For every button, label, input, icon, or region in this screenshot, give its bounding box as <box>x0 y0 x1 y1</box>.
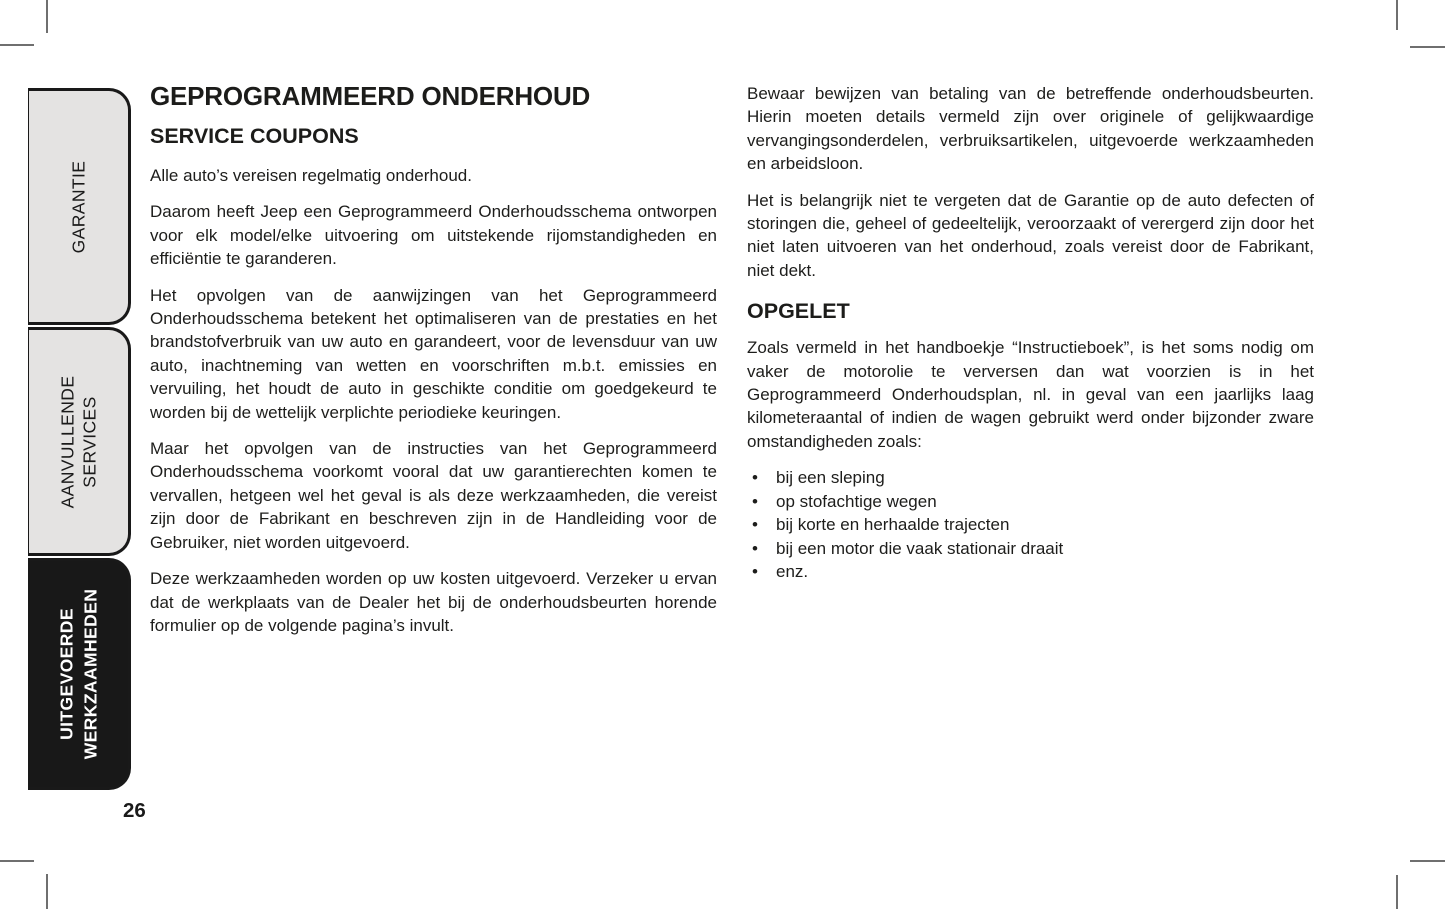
crop-mark-top-right-vertical <box>1396 0 1398 30</box>
tab-label-line: UITGEVOERDE <box>56 608 76 740</box>
paragraph: Deze werkzaamheden worden op uw kosten uitgevoerd. Verzeker u ervan dat de werkplaats van de Dealer het bij de onderhoudsbeurten horende formulier op de volgende pagina’s invult. <box>150 569 717 635</box>
page-number: 26 <box>123 799 146 822</box>
paragraph: Het is belangrijk niet te vergeten dat de Garantie op de auto defecten of storingen die, geheel of gedeeltelijk, veroorzaakt of verergerd zijn door het niet laten uitvoeren van het onderhoud, zoals vereist door de Fabrikant, niet dekt. <box>747 190 1314 280</box>
crop-mark-top-left-vertical <box>46 0 48 33</box>
crop-mark-bottom-left-vertical <box>46 874 48 909</box>
tab-label-line: GARANTIE <box>67 160 88 253</box>
sidebar-tab-aanvullende-services <box>28 327 131 556</box>
tab-label-line: AANVULLENDE <box>57 375 77 508</box>
paragraph: Daarom heeft Jeep een Geprogrammeerd Onderhoudsschema ontworpen voor elk model/elke uitvoering om uitstekende rijomstandigheden en efficiëntie te garanderen. <box>150 202 717 269</box>
crop-mark-bottom-right-horizontal <box>1410 860 1445 862</box>
crop-mark-bottom-right-vertical <box>1396 875 1398 909</box>
crop-mark-top-right-horizontal <box>1410 46 1445 48</box>
paragraph: Zoals vermeld in het handboekje “Instructieboek”, is het soms nodig om vaker de motorolie te verversen dan wat voorzien is in het Geprogrammeerd Onderhoudsplan, nl. in geval van een jaarlijks laag kilometeraantal of indien de wagen gebruikt werd onder bijzonder zware omstandigheden zoals: <box>747 338 1314 451</box>
right-column <box>747 82 1314 583</box>
tab-label-line: WERKZAAMHEDEN <box>79 588 100 760</box>
list-item: • op stofachtige wegen <box>747 490 1314 513</box>
crop-mark-bottom-left-horizontal <box>0 860 34 862</box>
severe-conditions-list <box>747 466 1314 583</box>
tab-label-line: SERVICES <box>78 395 99 488</box>
sidebar-tab-aanvullende-services-label <box>57 375 100 508</box>
paragraph: Bewaar bewijzen van betaling van de betreffende onderhoudsbeurten. Hierin moeten details vermeld zijn over originele of gelijkwaardige vervangingsonderdelen, verbruiksartikelen, uitgevoerde werkzaamheden en arbeidsloon. <box>747 84 1314 174</box>
list-item: • enz. <box>747 560 1314 583</box>
list-item: • bij een motor die vaak stationair draait <box>747 537 1314 560</box>
list-item: • bij korte en herhaalde trajecten <box>747 513 1314 536</box>
section-heading-opgelet: OPGELET <box>747 299 850 324</box>
section-heading-service-coupons: SERVICE COUPONS <box>150 124 359 148</box>
list-item: • bij een sleping <box>747 466 1314 489</box>
paragraph: Het opvolgen van de aanwijzingen van het Geprogrammeerd Onderhoudsschema betekent het optimaliseren van de prestaties en het brandstofverbruik van uw auto en garandeert, voor de levensduur van uw auto, inachtneming van wetten en voorschriften m.b.t. emissies en vervuiling, het houdt de auto in geschikte conditie om goedgekeurd te worden bij de wettelijk verplichte periodieke keuringen. <box>150 285 717 422</box>
crop-mark-top-left-horizontal <box>0 44 34 46</box>
sidebar-tab-uitgevoerde-werkzaamheden <box>28 558 131 790</box>
paragraph: Maar het opvolgen van de instructies van het Geprogrammeerd Onderhoudsschema voorkomt vooral dat uw garantierechten komen te vervallen, hetgeen wel het geval is als deze werkzaamheden, die vereist zijn door de Fabrikant en beschreven zijn in de Handleiding voor de Gebruiker, niet worden uitgevoerd. <box>150 439 717 552</box>
sidebar-tab-uitgevoerde-werkzaamheden-label <box>55 589 102 759</box>
sidebar-tab-garantie-label <box>68 160 90 253</box>
sidebar-tab-garantie <box>28 88 131 325</box>
paragraph: Alle auto’s vereisen regelmatig onderhoud. <box>150 166 472 185</box>
page-title: GEPROGRAMMEERD ONDERHOUD <box>150 81 591 111</box>
left-column <box>150 82 717 637</box>
